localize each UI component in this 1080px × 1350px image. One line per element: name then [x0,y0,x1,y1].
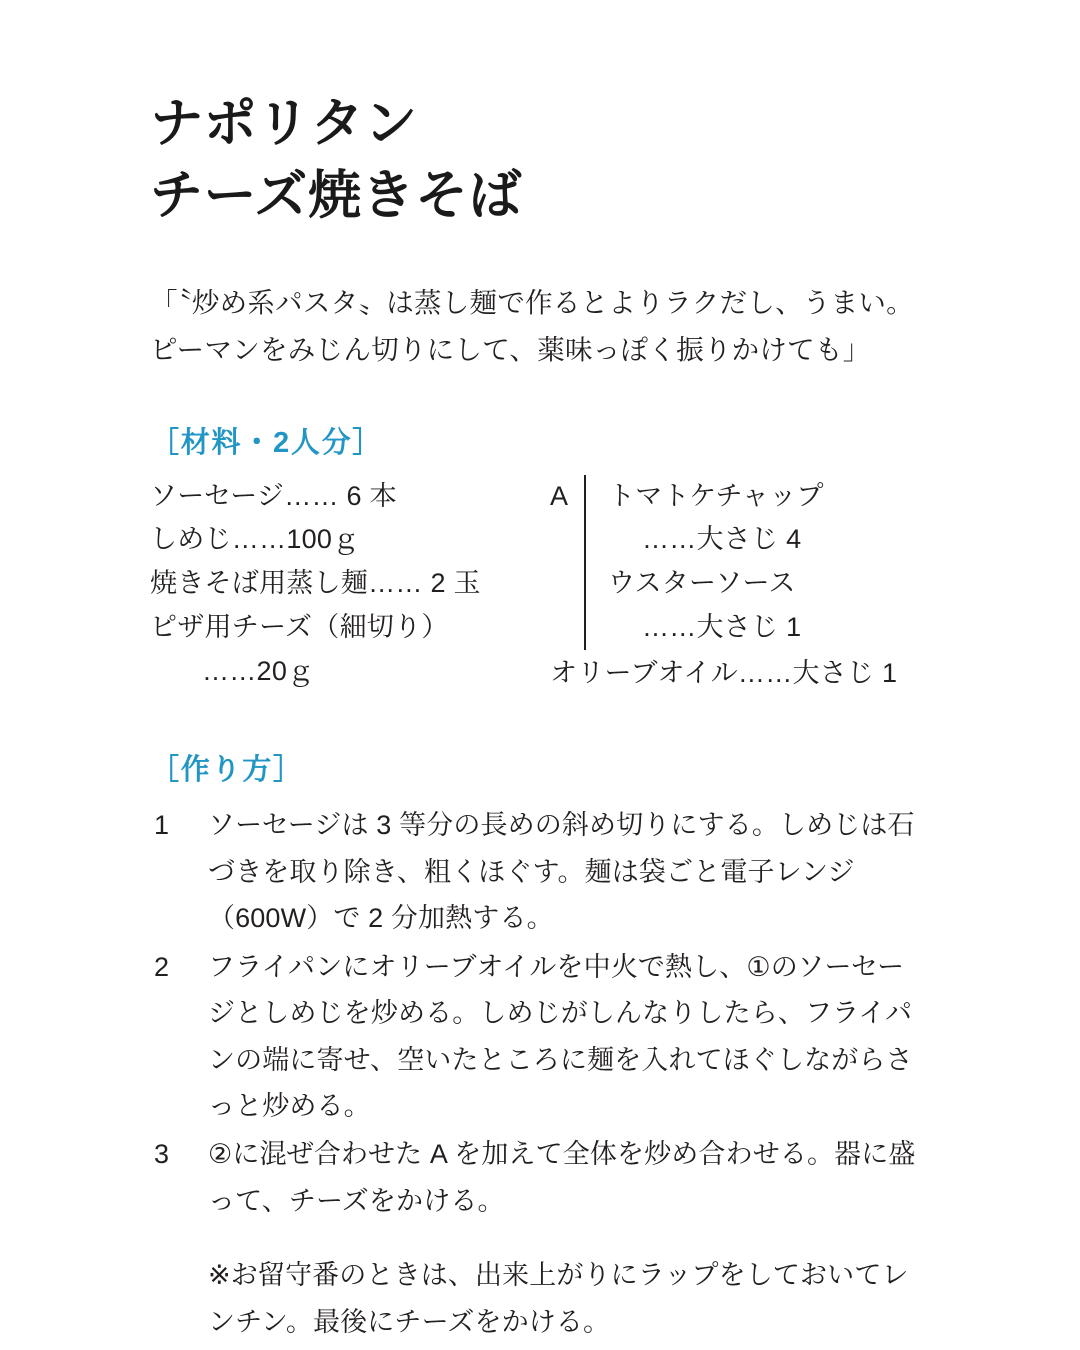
ingredient-group-a-items [608,475,930,650]
ingredient-item: ウスターソース [608,568,796,599]
step-item [150,802,930,941]
ingredient-item: 焼きそば用蒸し麺…… 2 玉 [150,568,481,599]
ingredients-heading: ［材料・2人分］ [150,426,384,459]
ingredient-item: ……大さじ 4 [642,524,802,555]
ingredient-group-a [550,475,930,650]
recipe-lead-line-1: 「〝炒め系パスタ〟は蒸し麺で作るとよりラクだし、うまい。 [150,287,914,319]
step-item [150,944,930,1130]
steps-heading: ［作り方］ [150,754,304,787]
steps-note: ※お留守番のときは、出来上がりにラップをしておいてレンチン。最後にチーズをかける。 [208,1260,909,1337]
step-text: ソーセージは 3 等分の長めの斜め切りにする。しめじは石づきを取り除き、粗くほぐす。麺は袋ごと電子レンジ（600W）で 2 分加熱する。 [208,810,915,934]
step-number: 2 [154,951,170,982]
ingredient-item: ピザ用チーズ（細切り） [150,611,449,642]
step-item [150,1131,930,1224]
ingredient-item: しめじ……100ｇ [150,524,360,555]
step-text: ②に混ぜ合わせた A を加えて全体を炒め合わせる。器に盛って、チーズをかける。 [208,1139,916,1216]
ingredient-item: ソーセージ…… 6 本 [150,480,397,511]
ingredients-column-right [550,475,930,696]
steps-block [150,802,930,1345]
ingredients-block [150,475,930,696]
recipe-lead-line-2: ピーマンをみじん切りにして、薬味っぽく振りかけても」 [150,334,871,366]
ingredient-item-oil: オリーブオイル……大さじ 1 [550,657,898,688]
step-text: フライパンにオリーブオイルを中火で熱し、①のソーセージとしめじを炒める。しめじがしんなりしたら、フライパンの端に寄せ、空いたところに麺を入れてほぐしながらさっと炒める。 [208,951,913,1121]
recipe-lead [150,279,930,374]
ingredient-item: ……大さじ 1 [642,611,802,642]
ingredient-item: ……20ｇ [202,655,315,686]
step-number: 1 [154,810,170,841]
ingredient-group-a-rule [584,475,586,650]
step-number: 3 [154,1139,170,1170]
recipe-title-line-1: ナポリタン [150,94,418,153]
recipe-title [150,88,930,231]
ingredient-item: トマトケチャップ [608,480,824,511]
ingredient-group-a-label: A [550,480,569,511]
ingredients-column-left [150,475,550,694]
recipe-title-line-2: チーズ焼きそば [150,165,523,225]
